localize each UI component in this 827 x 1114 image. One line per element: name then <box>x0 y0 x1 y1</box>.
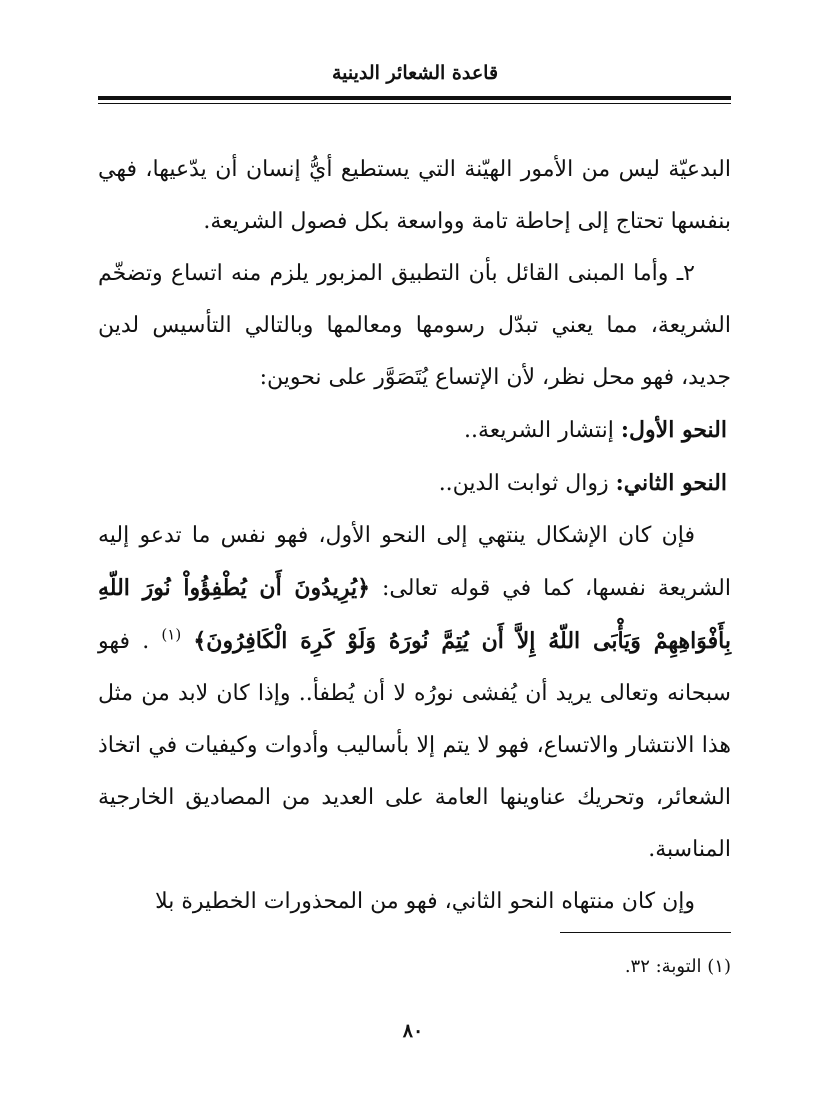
mode-2-text: زوال ثوابت الدين.. <box>438 471 609 496</box>
header-rule-thin <box>98 103 731 104</box>
page-number: ٨٠ <box>402 1020 424 1042</box>
quran-verse: ﴿يُرِيدُونَ أَن يُطْفِؤُواْ نُورَ اللّهِ بِأَفْوَاهِهِمْ وَيَأْبَى اللّهُ إِلاَّ أَن يُتِمَّ نُورَهُ وَلَوْ كَرِهَ الْكَافِرُونَ﴾ <box>98 575 731 654</box>
mode-2-label: النحو الثاني: <box>615 470 727 496</box>
mode-1-text: إنتشار الشريعة.. <box>464 418 614 443</box>
mode-2-line <box>98 457 731 510</box>
mode-1-label: النحو الأول: <box>620 417 727 443</box>
paragraph-2: ٢ـ وأما المبنى القائل بأن التطبيق المزبور يلزم منه اتساع وتضخّم الشريعة، مما يعني تبدّل رسومها ومعالمها وبالتالي التأسيس لدين جديد، فهو محل نظر، لأن الإتساع يُتَصَوَّر على نحوين: <box>98 261 731 390</box>
running-header-title: قاعدة الشعائر الدينية <box>331 62 499 84</box>
footnote-marker: (١) <box>161 625 182 644</box>
header-rule-thick <box>98 96 731 100</box>
footnote-separator <box>560 932 731 933</box>
paragraph-3-intro: فإن كان الإشكال ينتهي إلى النحو الأول، فهو نفس ما تدعو إليه الشريعة نفسها، كما في قوله تعالى: <box>98 523 731 601</box>
main-text <box>98 144 731 928</box>
paragraph-4: وإن كان منتهاه النحو الثاني، فهو من المحذورات الخطيرة بلا <box>155 889 695 914</box>
paragraph-3 <box>98 510 731 876</box>
paragraph-3-rest: . فهو سبحانه وتعالى يريد أن يُفشى نورُه لا أن يُطفأ.. وإذا كان لابد من مثل هذا الانتشار والاتساع، فهو لا يتم إلا بأساليب وأدوات وكيفيات في اتخاذ الشعائر، وتحريك عناوينها العامة على العديد من المصاديق الخارجية المناسبة. <box>98 629 731 862</box>
footnote-text: (١) التوبة: ٣٢. <box>624 956 731 977</box>
paragraph-1: البدعيّة ليس من الأمور الهيّنة التي يستطيع أيُّ إنسان أن يدّعيها، فهي بنفسها تحتاج إلى إحاطة تامة وواسعة بكل فصول الشريعة. <box>98 157 731 234</box>
mode-1-line <box>98 404 731 457</box>
